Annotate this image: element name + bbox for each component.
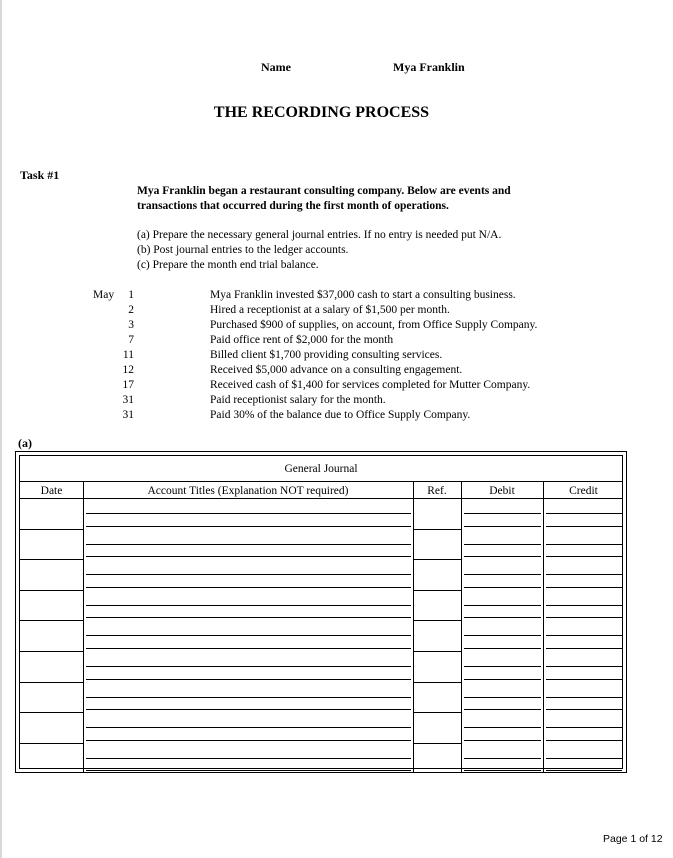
credit-line <box>546 666 622 667</box>
credit-line <box>546 544 622 545</box>
ref-row-rule <box>413 743 461 744</box>
debit-line <box>464 770 541 771</box>
ref-row-rule <box>413 590 461 591</box>
debit-line <box>464 758 541 759</box>
account-line <box>86 574 411 575</box>
credit-line <box>546 617 622 618</box>
event-description: Hired a receptionist at a salary of $1,500 per month. <box>210 304 450 316</box>
date-row-rule <box>20 682 83 683</box>
event-description: Purchased $900 of supplies, on account, from Office Supply Company. <box>210 319 538 331</box>
instruction-c: (c) Prepare the month end trial balance. <box>137 259 319 271</box>
credit-line <box>546 727 622 728</box>
account-line <box>86 617 411 618</box>
credit-line <box>546 709 622 710</box>
event-description: Paid office rent of $2,000 for the month <box>210 334 394 346</box>
account-line <box>86 666 411 667</box>
account-line <box>86 513 411 514</box>
page-edge <box>0 0 2 858</box>
credit-line <box>546 605 622 606</box>
debit-line <box>464 574 541 575</box>
account-line <box>86 697 411 698</box>
event-day: 11 <box>122 349 134 361</box>
journal-frame <box>19 455 623 769</box>
credit-line <box>546 574 622 575</box>
date-row-rule <box>20 651 83 652</box>
column-rule <box>83 481 84 773</box>
column-header-credit: Credit <box>569 485 598 497</box>
credit-line <box>546 513 622 514</box>
ref-row-rule <box>413 620 461 621</box>
event-day: 3 <box>128 319 134 331</box>
event-day: 31 <box>122 409 134 421</box>
event-day: 1 <box>128 289 134 301</box>
event-row <box>88 363 568 378</box>
event-description: Paid 30% of the balance due to Office Supply Company. <box>210 409 471 421</box>
event-row <box>88 303 568 318</box>
debit-line <box>464 697 541 698</box>
debit-line <box>464 709 541 710</box>
date-row-rule <box>20 743 83 744</box>
date-row-rule <box>20 529 83 530</box>
column-header-account-titles: Account Titles (Explanation NOT required) <box>147 485 349 497</box>
date-row-rule <box>20 712 83 713</box>
debit-line <box>464 617 541 618</box>
account-line <box>86 727 411 728</box>
event-day: 7 <box>128 334 134 346</box>
column-header-date: Date <box>40 485 63 497</box>
event-day: 31 <box>122 394 134 406</box>
debit-line <box>464 666 541 667</box>
credit-line <box>546 526 622 527</box>
date-row-rule <box>20 620 83 621</box>
debit-line <box>464 740 541 741</box>
ref-row-rule <box>413 651 461 652</box>
part-a-label: (a) <box>18 436 32 450</box>
credit-line <box>546 648 622 649</box>
account-line <box>86 758 411 759</box>
column-header-debit: Debit <box>489 485 515 497</box>
account-line <box>86 605 411 606</box>
instruction-a: (a) Prepare the necessary general journal entries. If no entry is needed put N/A. <box>137 229 502 241</box>
column-header-ref: Ref. <box>427 485 447 497</box>
debit-line <box>464 513 541 514</box>
event-description: Paid receptionist salary for the month. <box>210 394 386 406</box>
event-row <box>88 333 568 348</box>
debit-line <box>464 526 541 527</box>
credit-line <box>546 697 622 698</box>
credit-line <box>546 679 622 680</box>
task-label: Task #1 <box>20 168 60 182</box>
ref-row-rule <box>413 712 461 713</box>
general-journal-table <box>15 451 627 773</box>
page-title: THE RECORDING PROCESS <box>213 104 430 121</box>
page-number: Page 1 of 12 <box>603 833 663 845</box>
event-row <box>88 408 568 423</box>
account-line <box>86 587 411 588</box>
event-day: 17 <box>122 379 134 391</box>
account-line <box>86 648 411 649</box>
event-month: May <box>93 289 115 301</box>
account-line <box>86 556 411 557</box>
debit-line <box>464 635 541 636</box>
event-row <box>88 393 568 408</box>
ref-row-rule <box>413 559 461 560</box>
column-rule <box>461 481 462 773</box>
credit-line <box>546 635 622 636</box>
event-description: Mya Franklin invested $37,000 cash to start a consulting business. <box>210 289 516 301</box>
instruction-b: (b) Post journal entries to the ledger accounts. <box>137 244 349 256</box>
events-list <box>88 288 568 423</box>
ref-row-rule <box>413 682 461 683</box>
account-line <box>86 635 411 636</box>
event-description: Received cash of $1,400 for services completed for Mutter Company. <box>210 379 531 391</box>
event-description: Billed client $1,700 providing consulting services. <box>210 349 443 361</box>
header-bottom-rule <box>20 498 622 499</box>
instructions <box>137 228 501 273</box>
journal-title: General Journal <box>284 463 358 475</box>
debit-line <box>464 648 541 649</box>
event-row <box>88 378 568 393</box>
event-row <box>88 288 568 303</box>
event-row <box>88 318 568 333</box>
debit-line <box>464 605 541 606</box>
credit-line <box>546 770 622 771</box>
debit-line <box>464 679 541 680</box>
date-row-rule <box>20 559 83 560</box>
student-name: Mya Franklin <box>393 60 465 74</box>
account-line <box>86 740 411 741</box>
event-day: 12 <box>122 364 134 376</box>
credit-line <box>546 556 622 557</box>
event-description: Received $5,000 advance on a consulting engagement. <box>210 364 463 376</box>
debit-line <box>464 727 541 728</box>
account-line <box>86 679 411 680</box>
credit-line <box>546 587 622 588</box>
event-row <box>88 348 568 363</box>
account-line <box>86 526 411 527</box>
debit-line <box>464 544 541 545</box>
debit-line <box>464 587 541 588</box>
column-rule <box>413 481 414 773</box>
event-day: 2 <box>128 304 134 316</box>
credit-line <box>546 740 622 741</box>
header-top-rule <box>20 481 622 482</box>
credit-line <box>546 758 622 759</box>
name-label: Name <box>261 60 291 74</box>
debit-line <box>464 556 541 557</box>
account-line <box>86 544 411 545</box>
column-rule <box>543 481 544 773</box>
account-line <box>86 770 411 771</box>
account-line <box>86 709 411 710</box>
ref-row-rule <box>413 529 461 530</box>
task-intro: Mya Franklin began a restaurant consulting company. Below are events and transactions that occurred during the first month of operations. <box>137 185 511 212</box>
date-row-rule <box>20 590 83 591</box>
